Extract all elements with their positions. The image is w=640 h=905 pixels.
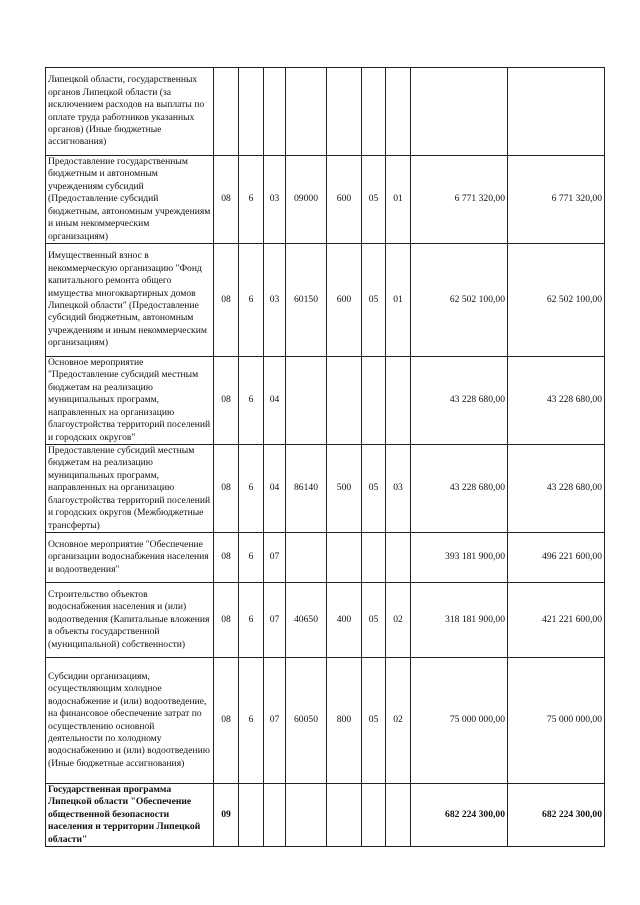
cell-direction: 40650 <box>286 583 327 658</box>
cell-subsection: 01 <box>386 244 411 357</box>
cell-amount-year1: 43 228 680,00 <box>411 357 508 445</box>
cell-subprogram: 6 <box>239 445 264 533</box>
table-row <box>46 533 605 583</box>
cell-program: 08 <box>214 583 239 658</box>
cell-program: 08 <box>214 156 239 244</box>
cell-expense-type <box>327 533 362 583</box>
row-name: Основное мероприятие "Предоставление субсидий местным бюджетам на реализацию муниципальных программ, направленных на организацию благоустройства территорий поселений и городских округов" <box>46 357 214 445</box>
cell-event: 07 <box>264 583 286 658</box>
cell-event <box>264 68 286 156</box>
cell-amount-year2: 43 228 680,00 <box>508 445 605 533</box>
cell-event: 03 <box>264 244 286 357</box>
cell-program: 08 <box>214 533 239 583</box>
cell-subsection: 02 <box>386 658 411 784</box>
cell-amount-year2: 682 224 300,00 <box>508 784 605 847</box>
cell-direction <box>286 533 327 583</box>
cell-direction: 86140 <box>286 445 327 533</box>
cell-amount-year1: 393 181 900,00 <box>411 533 508 583</box>
cell-expense-type <box>327 784 362 847</box>
cell-subprogram: 6 <box>239 244 264 357</box>
cell-direction <box>286 357 327 445</box>
cell-expense-type: 600 <box>327 156 362 244</box>
cell-subprogram <box>239 784 264 847</box>
cell-amount-year2: 62 502 100,00 <box>508 244 605 357</box>
cell-event <box>264 784 286 847</box>
table-row <box>46 357 605 445</box>
cell-section: 05 <box>362 156 386 244</box>
cell-amount-year1: 75 000 000,00 <box>411 658 508 784</box>
cell-section: 05 <box>362 658 386 784</box>
cell-amount-year2 <box>508 68 605 156</box>
cell-amount-year1: 6 771 320,00 <box>411 156 508 244</box>
cell-expense-type: 800 <box>327 658 362 784</box>
table-row <box>46 658 605 784</box>
cell-amount-year1: 62 502 100,00 <box>411 244 508 357</box>
cell-section: 05 <box>362 244 386 357</box>
cell-event: 04 <box>264 357 286 445</box>
cell-program: 08 <box>214 445 239 533</box>
cell-subprogram <box>239 68 264 156</box>
table-body <box>46 68 605 847</box>
cell-subprogram: 6 <box>239 533 264 583</box>
cell-expense-type: 500 <box>327 445 362 533</box>
cell-amount-year2: 421 221 600,00 <box>508 583 605 658</box>
row-name: Государственная программа Липецкой области "Обеспечение общественной безопасности населения и территории Липецкой области" <box>46 784 214 847</box>
cell-amount-year1 <box>411 68 508 156</box>
cell-direction: 60150 <box>286 244 327 357</box>
cell-amount-year1: 682 224 300,00 <box>411 784 508 847</box>
row-name: Липецкой области, государственных органов Липецкой области (за исключением расходов на выплаты по оплате труда работников указанных органов) (Иные бюджетные ассигнования) <box>46 68 214 156</box>
cell-subprogram: 6 <box>239 156 264 244</box>
cell-direction <box>286 784 327 847</box>
table-row <box>46 583 605 658</box>
cell-direction: 09000 <box>286 156 327 244</box>
cell-subsection: 02 <box>386 583 411 658</box>
cell-event: 03 <box>264 156 286 244</box>
cell-subsection <box>386 533 411 583</box>
row-name: Строительство объектов водоснабжения населения и (или) водоотведения (Капитальные вложения в объекты государственной (муниципальной) собственности) <box>46 583 214 658</box>
cell-program: 08 <box>214 357 239 445</box>
cell-program <box>214 68 239 156</box>
cell-amount-year2: 6 771 320,00 <box>508 156 605 244</box>
table-row <box>46 784 605 847</box>
cell-amount-year1: 43 228 680,00 <box>411 445 508 533</box>
table-row <box>46 68 605 156</box>
row-name: Предоставление государственным бюджетным и автономным учреждениям субсидий (Предоставление субсидий бюджетным, автономным учреждениям и иным некоммерческим организациям) <box>46 156 214 244</box>
cell-section: 05 <box>362 583 386 658</box>
cell-subprogram: 6 <box>239 583 264 658</box>
cell-amount-year2: 496 221 600,00 <box>508 533 605 583</box>
cell-program: 08 <box>214 658 239 784</box>
table-row <box>46 445 605 533</box>
cell-event: 04 <box>264 445 286 533</box>
cell-section <box>362 784 386 847</box>
cell-program: 09 <box>214 784 239 847</box>
cell-event: 07 <box>264 533 286 583</box>
cell-section <box>362 533 386 583</box>
cell-amount-year1: 318 181 900,00 <box>411 583 508 658</box>
cell-amount-year2: 43 228 680,00 <box>508 357 605 445</box>
cell-direction <box>286 68 327 156</box>
cell-expense-type: 600 <box>327 244 362 357</box>
cell-expense-type <box>327 357 362 445</box>
cell-subsection <box>386 357 411 445</box>
cell-subsection: 03 <box>386 445 411 533</box>
cell-section <box>362 357 386 445</box>
table-row <box>46 244 605 357</box>
table-row <box>46 156 605 244</box>
cell-event: 07 <box>264 658 286 784</box>
cell-expense-type <box>327 68 362 156</box>
row-name: Предоставление субсидий местным бюджетам на реализацию муниципальных программ, направленных на организацию благоустройства территорий поселений и городских округов (Межбюджетные трансферты) <box>46 445 214 533</box>
budget-table <box>45 67 605 847</box>
cell-subprogram: 6 <box>239 357 264 445</box>
cell-amount-year2: 75 000 000,00 <box>508 658 605 784</box>
row-name: Субсидии организациям, осуществляющим холодное водоснабжение и (или) водоотведение, на финансовое обеспечение затрат по осуществлению основной деятельности по холодному водоснабжению и (или) водоотведению (Иные бюджетные ассигнования) <box>46 658 214 784</box>
row-name: Основное мероприятие "Обеспечение организации водоснабжения населения и водоотведения" <box>46 533 214 583</box>
cell-expense-type: 400 <box>327 583 362 658</box>
cell-subprogram: 6 <box>239 658 264 784</box>
cell-section: 05 <box>362 445 386 533</box>
cell-direction: 60050 <box>286 658 327 784</box>
cell-section <box>362 68 386 156</box>
row-name: Имущественный взнос в некоммерческую организацию "Фонд капитального ремонта общего имущества многоквартирных домов Липецкой области" (Предоставление субсидий бюджетным, автономным учреждениям и иным некоммерческим организациям) <box>46 244 214 357</box>
cell-subsection <box>386 784 411 847</box>
cell-program: 08 <box>214 244 239 357</box>
cell-subsection <box>386 68 411 156</box>
cell-subsection: 01 <box>386 156 411 244</box>
